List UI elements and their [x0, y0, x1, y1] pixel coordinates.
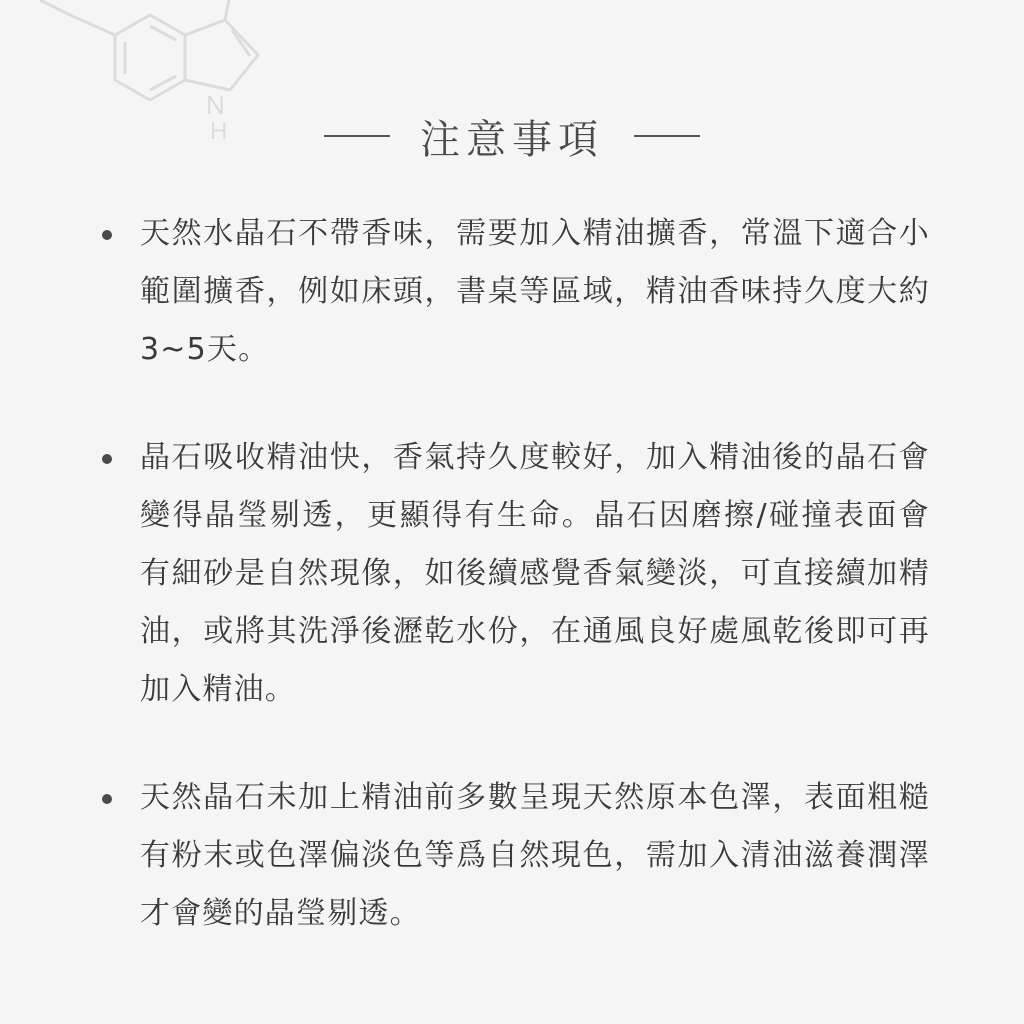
- molecule-label-n: N: [206, 90, 225, 120]
- list-item: [0, 429, 930, 719]
- bullet-dot-icon: [102, 454, 112, 464]
- list-item: [0, 769, 930, 943]
- note-text: 晶石吸收精油快，香氣持久度較好，加入精油後的晶石會變得晶瑩剔透，更顯得有生命。晶石因磨擦/碰撞表面會有細砂是自然現像，如後續感覺香氣變淡，可直接續加精油，或將其洗淨後瀝乾水份，在通風良好處風乾後即可再加入精油。: [140, 440, 930, 707]
- title-right-rule: [634, 135, 700, 137]
- page-title: 注意事項: [420, 116, 604, 163]
- note-text: 天然水晶石不帶香味，需要加入精油擴香，常溫下適合小範圍擴香，例如床頭，書桌等區域，精油香味持久度大約3~5天。: [140, 216, 930, 367]
- section-header: [0, 108, 1024, 164]
- bullet-dot-icon: [102, 230, 112, 240]
- note-text: 天然晶石未加上精油前多數呈現天然原本色澤，表面粗糙有粉末或色澤偏淡色等爲自然現色，需加入清油滋養潤澤才會變的晶瑩剔透。: [140, 780, 930, 931]
- pyrrole-ring-icon: [185, 20, 258, 90]
- molecule-label-h: H: [210, 118, 228, 145]
- title-left-rule: [324, 135, 390, 137]
- bullet-dot-icon: [102, 794, 112, 804]
- list-item: [0, 205, 930, 379]
- notes-list: [0, 205, 1024, 993]
